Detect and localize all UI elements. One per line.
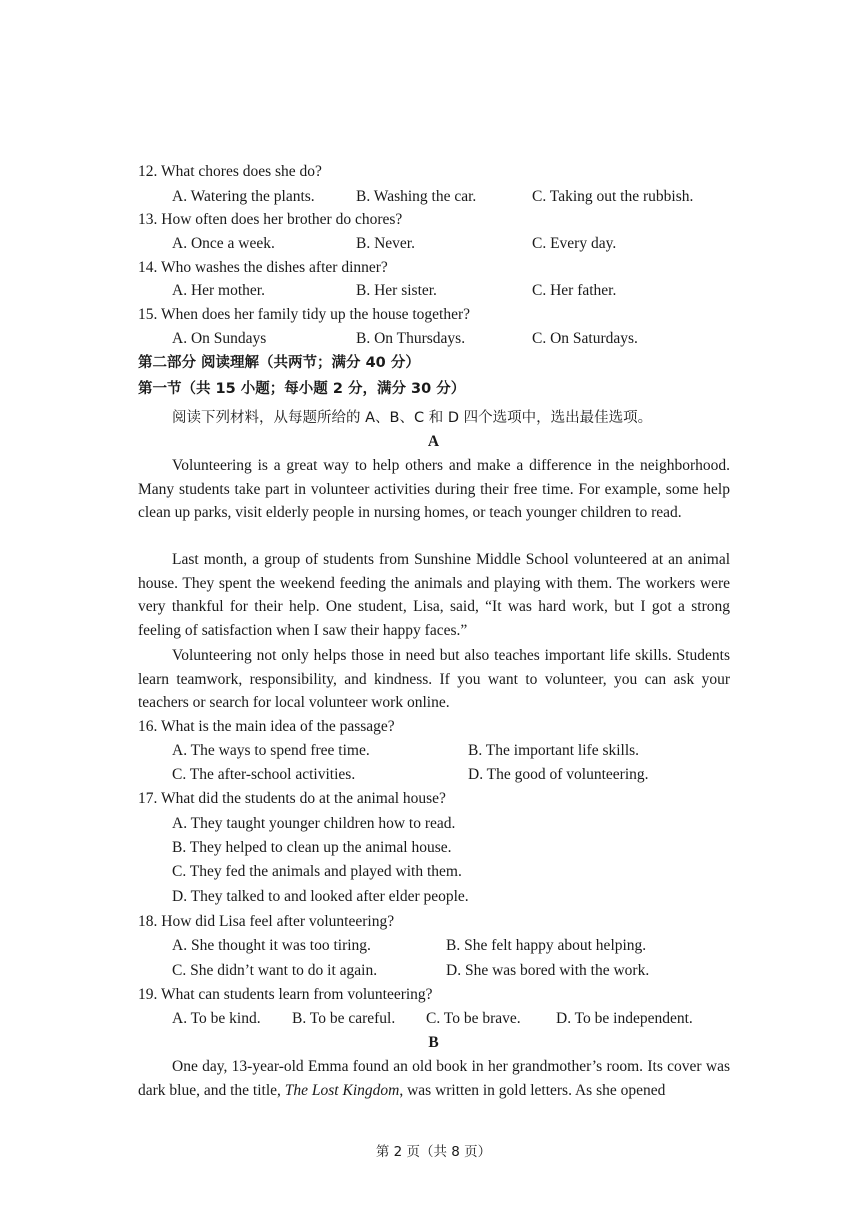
instructions: 阅读下列材料，从每题所给的 A、B、C 和 D 四个选项中，选出最佳选项。 bbox=[172, 410, 653, 426]
question-13-option-b: B. Never. bbox=[356, 235, 415, 252]
question-18-option-b: B. She felt happy about helping. bbox=[446, 937, 647, 954]
question-17-option-c: C. They fed the animals and played with them. bbox=[172, 863, 462, 880]
question-19-option-a: A. To be kind. bbox=[172, 1010, 261, 1027]
question-15-option-a: A. On Sundays bbox=[172, 330, 267, 347]
passage-a-paragraph-3-text: Volunteering not only helps those in need but also teaches important life skills. Students learn teamwork, responsibility, and kindness. If you want to volunteer, you can ask your teachers or search for local volunteer work online. bbox=[138, 647, 730, 712]
question-13-option-c: C. Every day. bbox=[532, 235, 617, 252]
section1-heading: 第一节（共 15 小题；每小题 2 分，满分 30 分） bbox=[138, 381, 466, 397]
question-16-stem: 16. What is the main idea of the passage? bbox=[138, 718, 395, 735]
question-17-option-d: D. They talked to and looked after elder people. bbox=[172, 888, 469, 905]
question-12-stem: 12. What chores does she do? bbox=[138, 163, 322, 180]
passage-b-paragraph-1 bbox=[138, 1055, 730, 1102]
question-13-stem: 13. How often does her brother do chores? bbox=[138, 211, 403, 228]
question-14-option-b: B. Her sister. bbox=[356, 282, 437, 299]
question-15-option-b: B. On Thursdays. bbox=[356, 330, 466, 347]
passage-b-intro-text: One day, 13-year-old Emma found an old book in her grandmother’s room. Its cover was dark blue, and the title, bbox=[138, 1058, 730, 1099]
question-19-stem: 19. What can students learn from volunteering? bbox=[138, 986, 433, 1003]
question-16-option-d: D. The good of volunteering. bbox=[468, 766, 649, 783]
question-15-option-c: C. On Saturdays. bbox=[532, 330, 638, 347]
passage-a-paragraph-2-text: Last month, a group of students from Sunshine Middle School volunteered at an animal house. They spent the weekend feeding the animals and playing with them. The workers were very thankful for their help. One student, Lisa, said, “It was hard work, but I got a strong feeling of satisfaction when I saw their happy faces.” bbox=[138, 551, 730, 639]
question-19-option-d: D. To be independent. bbox=[556, 1010, 693, 1027]
question-17-option-b: B. They helped to clean up the animal house. bbox=[172, 839, 452, 856]
page-number-footer: 第 2 页（共 8 页） bbox=[375, 1144, 492, 1160]
question-14-stem: 14. Who washes the dishes after dinner? bbox=[138, 259, 388, 276]
question-18-option-c: C. She didn’t want to do it again. bbox=[172, 962, 378, 979]
passage-a-label: A bbox=[427, 433, 440, 450]
question-12-option-c: C. Taking out the rubbish. bbox=[532, 188, 694, 205]
question-17-stem: 17. What did the students do at the animal house? bbox=[138, 790, 446, 807]
question-16-option-b: B. The important life skills. bbox=[468, 742, 640, 759]
passage-a-paragraph-1-text: Volunteering is a great way to help others and make a difference in the neighborhood. Many students take part in volunteer activities during their free time. For example, some help clean up parks, visit elderly people in nursing homes, or teach younger children to read. bbox=[138, 457, 730, 522]
question-18-option-a: A. She thought it was too tiring. bbox=[172, 937, 371, 954]
question-16-option-a: A. The ways to spend free time. bbox=[172, 742, 370, 759]
question-19-option-b: B. To be careful. bbox=[292, 1010, 396, 1027]
passage-a-paragraph-2 bbox=[138, 548, 730, 642]
question-14-option-a: A. Her mother. bbox=[172, 282, 265, 299]
question-18-option-d: D. She was bored with the work. bbox=[446, 962, 650, 979]
passage-b-label: B bbox=[428, 1034, 439, 1051]
passage-a-paragraph-1 bbox=[138, 454, 730, 525]
book-title: The Lost Kingdom bbox=[284, 1081, 400, 1099]
passage-b-intro-continued: , was written in gold letters. As she opened bbox=[399, 1081, 666, 1099]
question-12-option-a: A. Watering the plants. bbox=[172, 188, 315, 205]
question-18-stem: 18. How did Lisa feel after volunteering? bbox=[138, 913, 395, 930]
question-14-option-c: C. Her father. bbox=[532, 282, 617, 299]
part2-heading: 第二部分 阅读理解（共两节；满分 40 分） bbox=[138, 355, 420, 371]
question-17-option-a: A. They taught younger children how to read. bbox=[172, 815, 456, 832]
question-16-option-c: C. The after-school activities. bbox=[172, 766, 356, 783]
question-12-option-b: B. Washing the car. bbox=[356, 188, 477, 205]
question-15-stem: 15. When does her family tidy up the house together? bbox=[138, 306, 471, 323]
passage-a-paragraph-3 bbox=[138, 644, 730, 715]
question-13-option-a: A. Once a week. bbox=[172, 235, 275, 252]
question-19-option-c: C. To be brave. bbox=[426, 1010, 521, 1027]
